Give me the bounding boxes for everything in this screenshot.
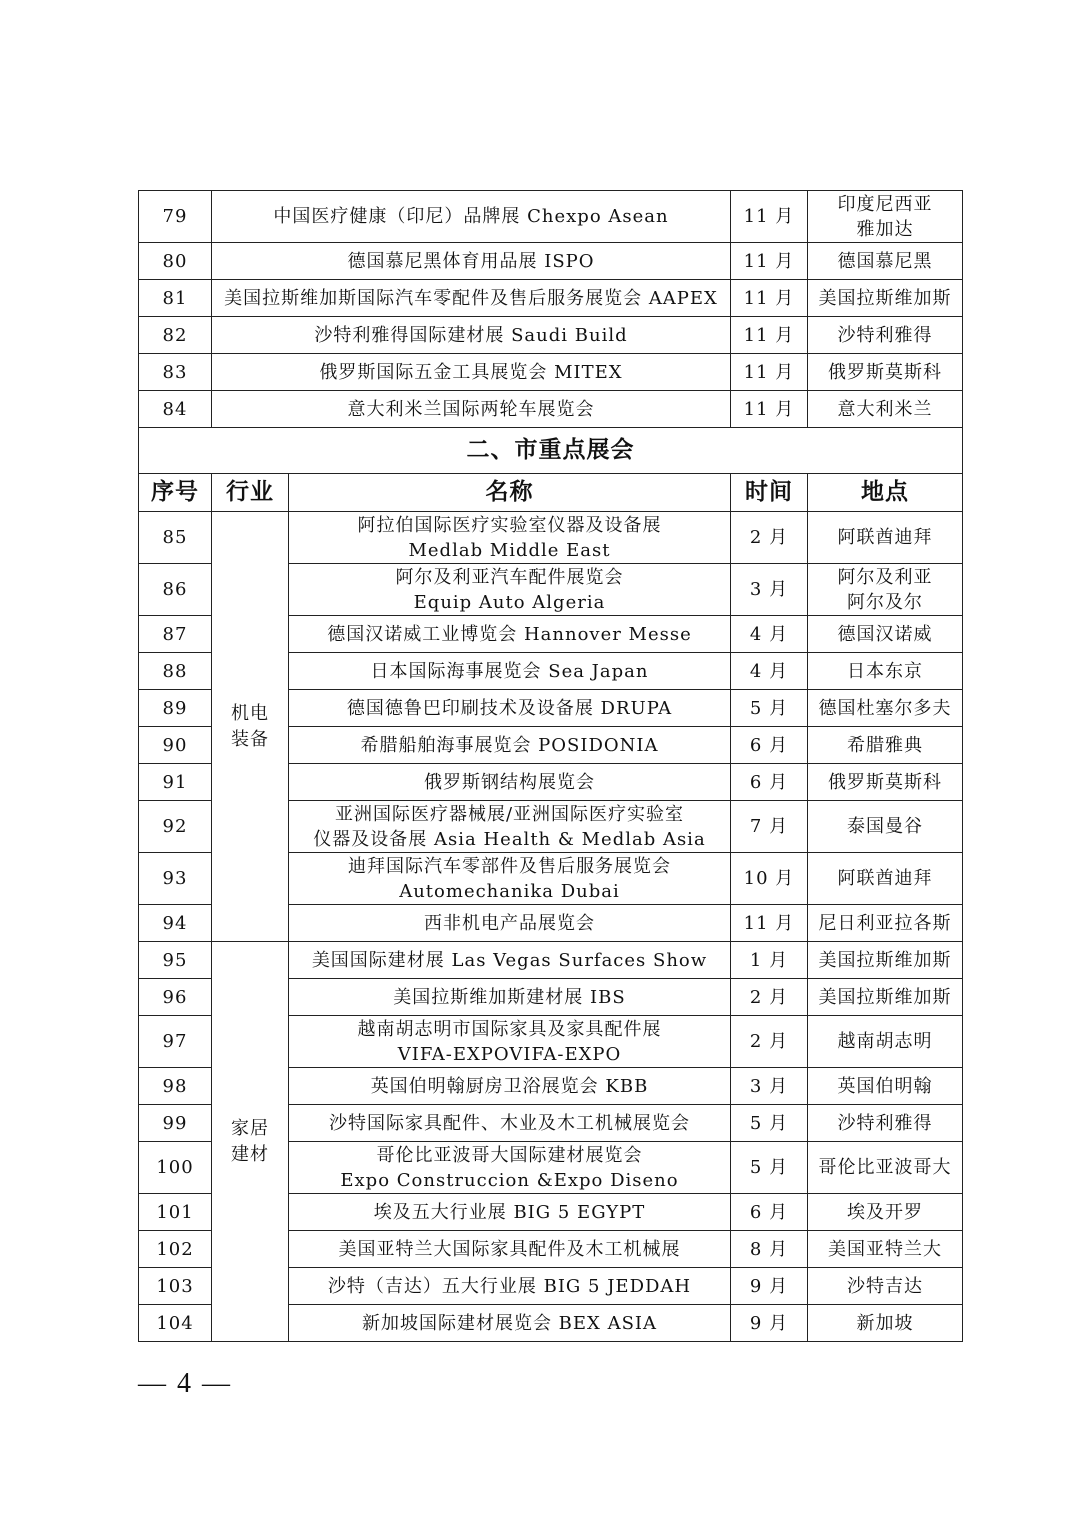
row-number-cell: 85 bbox=[139, 512, 212, 564]
time-cell: 3 月 bbox=[731, 564, 808, 616]
exhibition-name-cell: 俄罗斯国际五金工具展览会 MITEX bbox=[212, 354, 731, 391]
exhibition-table bbox=[138, 190, 963, 1342]
row-number-cell: 100 bbox=[139, 1142, 212, 1194]
table-row bbox=[139, 512, 963, 564]
table-row bbox=[139, 391, 963, 428]
table-row bbox=[139, 317, 963, 354]
row-number-cell: 104 bbox=[139, 1305, 212, 1342]
row-number-cell: 89 bbox=[139, 690, 212, 727]
time-cell: 11 月 bbox=[731, 317, 808, 354]
time-cell: 5 月 bbox=[731, 1105, 808, 1142]
exhibition-name-cell: 沙特（吉达）五大行业展 BIG 5 JEDDAH bbox=[289, 1268, 731, 1305]
location-cell: 德国汉诺威 bbox=[808, 616, 963, 653]
time-cell: 6 月 bbox=[731, 764, 808, 801]
time-cell: 6 月 bbox=[731, 727, 808, 764]
time-cell: 6 月 bbox=[731, 1194, 808, 1231]
table-row bbox=[139, 354, 963, 391]
time-cell: 2 月 bbox=[731, 1016, 808, 1068]
exhibition-name-cell: 德国慕尼黑体育用品展 ISPO bbox=[212, 243, 731, 280]
exhibition-name-cell: 德国德鲁巴印刷技术及设备展 DRUPA bbox=[289, 690, 731, 727]
row-number-cell: 83 bbox=[139, 354, 212, 391]
exhibition-name-cell: 迪拜国际汽车零部件及售后服务展览会 Automechanika Dubai bbox=[289, 853, 731, 905]
row-number-cell: 92 bbox=[139, 801, 212, 853]
time-cell: 11 月 bbox=[731, 391, 808, 428]
section-title: 二、市重点展会 bbox=[139, 428, 963, 474]
exhibition-name-cell: 中国医疗健康（印尼）品牌展 Chexpo Asean bbox=[212, 191, 731, 243]
row-number-cell: 102 bbox=[139, 1231, 212, 1268]
table-row bbox=[139, 243, 963, 280]
industry-cell bbox=[212, 942, 289, 1342]
page-number: — 4 — bbox=[138, 1368, 232, 1399]
row-number-cell: 82 bbox=[139, 317, 212, 354]
industry-label: 家居建材 bbox=[231, 1117, 269, 1165]
time-cell: 11 月 bbox=[731, 905, 808, 942]
location-cell: 俄罗斯莫斯科 bbox=[808, 354, 963, 391]
exhibition-name-cell: 德国汉诺威工业博览会 Hannover Messe bbox=[289, 616, 731, 653]
table-row bbox=[139, 942, 963, 979]
time-cell: 5 月 bbox=[731, 690, 808, 727]
time-cell: 9 月 bbox=[731, 1268, 808, 1305]
exhibition-name-cell: 沙特利雅得国际建材展 Saudi Build bbox=[212, 317, 731, 354]
time-cell: 3 月 bbox=[731, 1068, 808, 1105]
row-number-cell: 103 bbox=[139, 1268, 212, 1305]
time-cell: 4 月 bbox=[731, 616, 808, 653]
exhibition-name-cell: 西非机电产品展览会 bbox=[289, 905, 731, 942]
exhibition-name-cell: 美国拉斯维加斯国际汽车零配件及售后服务展览会 AAPEX bbox=[212, 280, 731, 317]
exhibition-name-cell: 阿拉伯国际医疗实验室仪器及设备展 Medlab Middle East bbox=[289, 512, 731, 564]
exhibition-name-cell: 阿尔及利亚汽车配件展览会 Equip Auto Algeria bbox=[289, 564, 731, 616]
time-cell: 10 月 bbox=[731, 853, 808, 905]
location-cell: 英国伯明翰 bbox=[808, 1068, 963, 1105]
row-number-cell: 87 bbox=[139, 616, 212, 653]
location-cell: 美国拉斯维加斯 bbox=[808, 280, 963, 317]
time-cell: 11 月 bbox=[731, 191, 808, 243]
row-number-cell: 93 bbox=[139, 853, 212, 905]
row-number-cell: 94 bbox=[139, 905, 212, 942]
row-number-cell: 84 bbox=[139, 391, 212, 428]
exhibition-name-cell: 希腊船舶海事展览会 POSIDONIA bbox=[289, 727, 731, 764]
row-number-cell: 80 bbox=[139, 243, 212, 280]
exhibition-name-cell: 美国亚特兰大国际家具配件及木工机械展 bbox=[289, 1231, 731, 1268]
location-cell: 哥伦比亚波哥大 bbox=[808, 1142, 963, 1194]
location-cell: 阿尔及利亚 阿尔及尔 bbox=[808, 564, 963, 616]
row-number-cell: 96 bbox=[139, 979, 212, 1016]
location-cell: 沙特利雅得 bbox=[808, 317, 963, 354]
location-cell: 尼日利亚拉各斯 bbox=[808, 905, 963, 942]
exhibition-name-cell: 新加坡国际建材展览会 BEX ASIA bbox=[289, 1305, 731, 1342]
header-industry: 行业 bbox=[212, 474, 289, 512]
location-cell: 美国亚特兰大 bbox=[808, 1231, 963, 1268]
header-time: 时间 bbox=[731, 474, 808, 512]
time-cell: 5 月 bbox=[731, 1142, 808, 1194]
time-cell: 8 月 bbox=[731, 1231, 808, 1268]
time-cell: 2 月 bbox=[731, 512, 808, 564]
location-cell: 越南胡志明 bbox=[808, 1016, 963, 1068]
time-cell: 11 月 bbox=[731, 354, 808, 391]
section-title-row bbox=[139, 428, 963, 474]
time-cell: 4 月 bbox=[731, 653, 808, 690]
exhibition-name-cell: 意大利米兰国际两轮车展览会 bbox=[212, 391, 731, 428]
location-cell: 日本东京 bbox=[808, 653, 963, 690]
header-no: 序号 bbox=[139, 474, 212, 512]
row-number-cell: 88 bbox=[139, 653, 212, 690]
location-cell: 俄罗斯莫斯科 bbox=[808, 764, 963, 801]
row-number-cell: 79 bbox=[139, 191, 212, 243]
location-cell: 德国杜塞尔多夫 bbox=[808, 690, 963, 727]
location-cell: 意大利米兰 bbox=[808, 391, 963, 428]
time-cell: 2 月 bbox=[731, 979, 808, 1016]
exhibition-name-cell: 日本国际海事展览会 Sea Japan bbox=[289, 653, 731, 690]
table-row bbox=[139, 280, 963, 317]
header-name: 名称 bbox=[289, 474, 731, 512]
exhibition-name-cell: 英国伯明翰厨房卫浴展览会 KBB bbox=[289, 1068, 731, 1105]
row-number-cell: 90 bbox=[139, 727, 212, 764]
industry-cell bbox=[212, 512, 289, 942]
header-place: 地点 bbox=[808, 474, 963, 512]
row-number-cell: 86 bbox=[139, 564, 212, 616]
location-cell: 泰国曼谷 bbox=[808, 801, 963, 853]
location-cell: 印度尼西亚 雅加达 bbox=[808, 191, 963, 243]
time-cell: 11 月 bbox=[731, 243, 808, 280]
exhibition-name-cell: 俄罗斯钢结构展览会 bbox=[289, 764, 731, 801]
location-cell: 希腊雅典 bbox=[808, 727, 963, 764]
row-number-cell: 95 bbox=[139, 942, 212, 979]
exhibition-name-cell: 埃及五大行业展 BIG 5 EGYPT bbox=[289, 1194, 731, 1231]
row-number-cell: 101 bbox=[139, 1194, 212, 1231]
time-cell: 7 月 bbox=[731, 801, 808, 853]
location-cell: 阿联酋迪拜 bbox=[808, 512, 963, 564]
location-cell: 阿联酋迪拜 bbox=[808, 853, 963, 905]
row-number-cell: 91 bbox=[139, 764, 212, 801]
row-number-cell: 97 bbox=[139, 1016, 212, 1068]
row-number-cell: 98 bbox=[139, 1068, 212, 1105]
industry-label: 机电装备 bbox=[231, 702, 269, 750]
location-cell: 新加坡 bbox=[808, 1305, 963, 1342]
header-row bbox=[139, 474, 963, 512]
location-cell: 美国拉斯维加斯 bbox=[808, 979, 963, 1016]
time-cell: 1 月 bbox=[731, 942, 808, 979]
exhibition-name-cell: 亚洲国际医疗器械展/亚洲国际医疗实验室 仪器及设备展 Asia Health & Medlab Asia bbox=[289, 801, 731, 853]
location-cell: 德国慕尼黑 bbox=[808, 243, 963, 280]
exhibition-name-cell: 沙特国际家具配件、木业及木工机械展览会 bbox=[289, 1105, 731, 1142]
table-row bbox=[139, 191, 963, 243]
exhibition-name-cell: 越南胡志明市国际家具及家具配件展 VIFA-EXPOVIFA-EXPO bbox=[289, 1016, 731, 1068]
location-cell: 沙特吉达 bbox=[808, 1268, 963, 1305]
location-cell: 沙特利雅得 bbox=[808, 1105, 963, 1142]
exhibition-name-cell: 美国国际建材展 Las Vegas Surfaces Show bbox=[289, 942, 731, 979]
time-cell: 9 月 bbox=[731, 1305, 808, 1342]
exhibition-name-cell: 哥伦比亚波哥大国际建材展览会 Expo Construccion &Expo Diseno bbox=[289, 1142, 731, 1194]
exhibition-name-cell: 美国拉斯维加斯建材展 IBS bbox=[289, 979, 731, 1016]
location-cell: 美国拉斯维加斯 bbox=[808, 942, 963, 979]
row-number-cell: 81 bbox=[139, 280, 212, 317]
location-cell: 埃及开罗 bbox=[808, 1194, 963, 1231]
time-cell: 11 月 bbox=[731, 280, 808, 317]
row-number-cell: 99 bbox=[139, 1105, 212, 1142]
